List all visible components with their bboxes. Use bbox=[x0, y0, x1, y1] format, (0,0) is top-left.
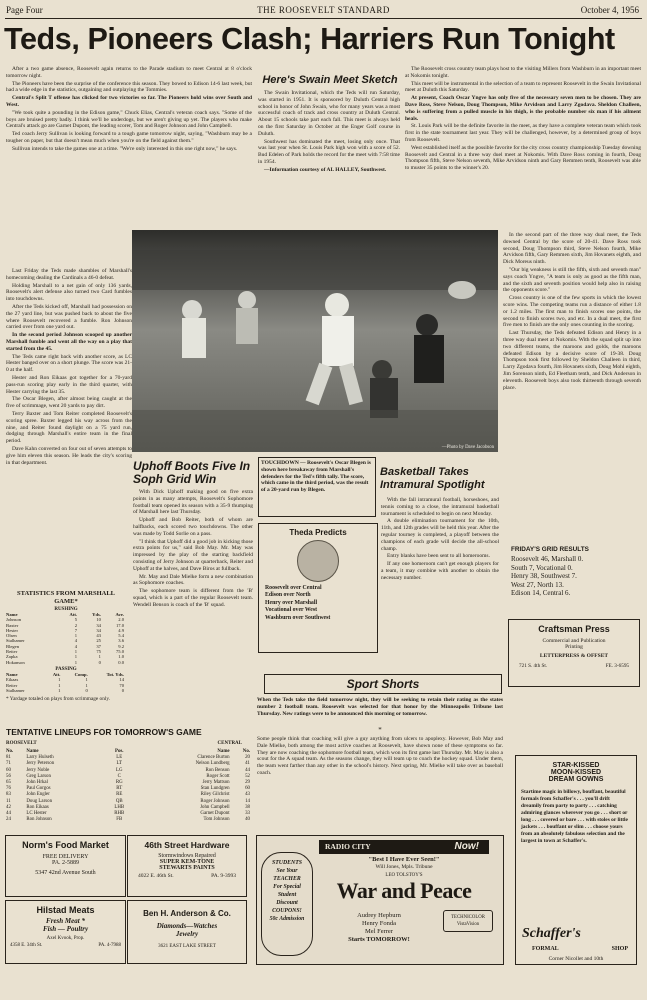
rushing-row: Hokanson 1 0 0.0 bbox=[6, 659, 124, 665]
rushing-row: Stalhamer 4 25 3.6 bbox=[6, 638, 124, 644]
paper-name: THE ROOSEVELT STANDARD bbox=[257, 5, 390, 15]
pick-4: Vocational over West bbox=[265, 607, 318, 614]
stats-note: * Yardage totaled on plays from scrimmage only. bbox=[6, 696, 110, 703]
lineup-row: 76 Paul Gorgos RT Stan Lundgren 60 bbox=[6, 786, 250, 792]
statistics-box: STATISTICS FROM MARSHALL GAME* RUSHING Name Att. Yds. Ave. Johnson 5 10 2.0 Baxter 2 34 17.0 Hester 7 34 4.9 Olsen 1 43 5.4 Stalhamer 4 25 3.6 Blegen 4 37 9.2 Reiter 1 75 75.0 Zapka 1 1 1.0 Hokanson 1 0 0.0 PASSING Name Att. Comp. Tot. Yds. Eikaas 1 1 14 Reiter 1 1 70 Stalhamer 1 0 0 * Yardage totaled on plays from scrimmage only. bbox=[6, 590, 124, 703]
harriers-story-top: The Roosevelt cross country team plays host to the visiting Millers from Washburn in an important meet at Nokomis tonight. This meet will be instrumental in the selection of a team to represent Roosevelt in the Swain Invitational meet at Duluth this Saturday. At present, Coach Oscar Yngve has only five of the necessary seven men to be chosen. They are Dave Ross, Steve Nelson, Doug Thompson, Mike Arvidson and Larry Zgodava. Sheldon Challeen, who is suffering from a pulled muscle in his thigh, is the probable number six man if his ailment heals. St. Louis Park will be the definite favorite in the meet, as they have a complete veteran team which took first in the state tournament last year. They will be challenged, however, by a determined group of boys from Roosevelt. West established itself as the possible favorite for the city cross country championship Tuesday downing Roosevelt and Central in a three way duel meet at Nokomis. With Dave Ross coming in fourth, Doug Thompson fifth, Steve Nelson seventh, Mike Arvidson ninth and Gary Remmen tenth, Roosevelt was able to muster 35 points to the winner's 20. bbox=[405, 66, 641, 172]
main-headline: Teds, Pioneers Clash; Harriers Run Tonight bbox=[4, 22, 615, 56]
passing-header-row: Name Att. Comp. Tot. Yds. bbox=[6, 671, 124, 677]
passing-row: Reiter 1 1 70 bbox=[6, 682, 124, 688]
issue-date: October 4, 1956 bbox=[580, 5, 639, 15]
lineup-row: 24 Ron Johnson FB Tom Johnson 40 bbox=[6, 817, 250, 823]
theda-portrait bbox=[297, 540, 339, 582]
lineup-row: 44 LC Hester RHB Garnet Dupont 33 bbox=[6, 811, 250, 817]
rushing-row: Blegen 4 37 9.2 bbox=[6, 643, 124, 649]
rushing-row: Reiter 1 75 75.0 bbox=[6, 649, 124, 655]
football-story-continued: Last Friday the Teds made shambles of Marshall's homecoming dealing the Cardinals a 46-0 defeat. Holding Marshall to a net gain of only 136 yards, Roosevelt's alert defense also turned two Card fumbles into touchdowns. After the Teds kicked off, Marshall had possession on the 27 yard line, but was pushed back to about the five where Roosevelt recovered a fumble. Ron Johnson carried over from one yard out. In the second period Johnson scooped up another Marshall fumble and went all the way on a play that started from the 45. The Teds came right back with another score, as LC Hester banged over on a short plunge. The score was 21-0 at the half. Hester and Ron Eikaas got together for a 70-yard pass-run scoring play early in the third quarter, with Hester carrying the last 35. The Oscar Blegen, after almost being caught at the five of scrimmage, went 20 yards to pay dirt. Terry Baxter and Tom Reiter completed Roosevelt's scoring spree. Baxter legged his way across from the nine, and Reiter found daylight on a 75 yard run, dodging through Marshall's entire team in the final period. Dave Kahn converted on four out of seven attempts to give him eleven this season. He leads the city's scoring in that department. bbox=[6, 268, 132, 466]
swain-story: The Swain Invitational, which the Teds will run Saturday, was started in 1951. It is sponsored by Duluth Central high school in honor of John Swain, who for many years was a most successful coach of track and cross country at Duluth Central. About 15 schools take part each fall. This meet is always held on the first Saturday in October at the Enger Golf course in Duluth. Southwest has dominated the meet, losing only once. That was last year when St. Louis Park high won with a score of 52. Bud Edelen of Park holds the record for the meet with 7:58 time in 1954. —Information courtesy of AL HALLEY, Southwest. bbox=[258, 90, 400, 173]
lineup-row: 11 Doug Larson QB Roger Johnson 14 bbox=[6, 798, 250, 804]
norms-food-market-ad: Norm's Food Market FREE DELIVERY PA. 2-5889 5347 42nd Avenue South bbox=[5, 835, 126, 897]
schaffers-ad: STAR-KISSED MOON-KISSED DREAM GOWNS Startime magic in billowy, bouffant, beautiful formals from Schaffer's . . . you'll drift dreamily from party to party . . . catching admiring glances wherever you go . . . short or long . . . covered or bare . . . with stoles or little jackets . . . bouffant or slim . . . choose yours from an absolutely fabulous selection and the largest in town at Schaffer's. Schaffer's FORMAL SHOP Corner Nicollet and 10th bbox=[515, 755, 637, 965]
rushing-table bbox=[6, 612, 124, 665]
lineup-row: 65 John Hrkal RG Jerry Mattson 29 bbox=[6, 780, 250, 786]
rushing-row: Baxter 2 34 17.0 bbox=[6, 622, 124, 628]
rushing-row: Olsen 1 43 5.4 bbox=[6, 633, 124, 639]
hilstad-meats-ad: Hilstad Meats Fresh Meat * Fish — Poultry Axel Kvook, Prop. 4358 E. 34th St. PA. 4-7988 bbox=[5, 900, 126, 964]
anderson-jewelry-ad: Ben H. Anderson & Co. Diamonds—Watches Jewelry 3621 EAST LAKE STREET bbox=[127, 900, 247, 964]
lineup-row: 83 John Engler RE Riley Gilchrist 43 bbox=[6, 792, 250, 798]
sport-shorts-body: Some people think that coaching will give a guy anything from ulcers to apoplexy. However, Bob May and Dale Mielke, both among the most active coaches at Roosevelt, have shown none of these symptoms so far. They are now coaching the sophomore football team, which won its first game last Thursday. Mr. May is also a scout for the A squad team. As the seasons change, they will team up to coach the hockey squad. Under them, the team went farther than any other in the school's history. Next spring, Mr. Mielke will take over as baseball coach. bbox=[257, 736, 503, 776]
lineups-title: TENTATIVE LINEUPS FOR TOMORROW'S GAME bbox=[6, 727, 202, 737]
sport-shorts-banner: Sport Shorts bbox=[264, 674, 502, 694]
student-coupon-badge: STUDENTS See Your TEACHER For Special Student Discount COUPONS! 50c Admission bbox=[261, 852, 313, 956]
rushing-row: Johnson 5 10 2.0 bbox=[6, 617, 124, 623]
movie-title: War and Peace bbox=[336, 878, 472, 903]
sport-shorts-lead: When the Teds take the field tomorrow night, they will be seeking to retain their rating as the states number 2 football team. Roosevelt was selected for that honor by the Minneapolis Tribune last Thursday. New ratings were to be announced this morning or tomorrow. bbox=[257, 697, 503, 717]
uphoff-title: Uphoff Boots Five In Soph Grid Win bbox=[133, 459, 251, 486]
passing-row: Stalhamer 1 0 0 bbox=[6, 687, 124, 693]
radio-city-ad: STUDENTS See Your TEACHER For Special Student Discount COUPONS! 50c Admission RADIO CITY Now! "Best I Have Ever Seen!" Will Jones, Mpls. Tribune LEO TOLSTOY'S War and Peace Audrey Hepburn Henry Fonda Mel Ferrer Starts TOMORROW! TECHNICOLOR VistaVision bbox=[256, 835, 504, 965]
intramural-title: Basketball Takes Intramural Spotlight bbox=[380, 466, 485, 491]
grid-results: FRIDAY'S GRID RESULTS Roosevelt 46, Marshall 0. South 7, Vocational 0. Henry 38, Southwest 7. West 27, North 13. Edison 14, Central 6. bbox=[511, 546, 589, 598]
page-number: Page Four bbox=[6, 5, 43, 15]
lineup-row: 60 Jerry Noble LG Ron Benson 44 bbox=[6, 767, 250, 773]
lineup-row: 71 Jerry Peterson LT Nelson Lundberg 41 bbox=[6, 761, 250, 767]
uphoff-story: With Dick Uphoff making good on five extra points in as many attempts, Roosevelt's Sophomore football team opened its season with a 35-9 thumping of Marshall here last Thursday. Uphoff and Bob Reiter, both of whom are halfbacks, each scored two touchdowns. The other was made by Todd Sorlie on a pass. "I think that Uphoff did a good job in kicking those extra points for us," said Bob May. Mr. May was impressed by the play of the starting backfield consisting of Jerry Johnson at quarterback, Reiter and Uphoff at the halves, and Dave Biros at fullback. Mr. May and Dale Mielke form a new combination as Sophomore coaches. The sophomore team is different from the 'B' squad, which is a part of the regular Roosevelt team. Wendell Benson is coach of the 'B' squad. bbox=[133, 489, 253, 608]
technicolor-badge: TECHNICOLOR VistaVision bbox=[443, 910, 493, 932]
lineup-row: 56 Greg Larson C Roger Scott 52 bbox=[6, 773, 250, 779]
theda-predicts-box: Theda Predicts Roosevelt over Central Edison over North Henry over Marshall Vocational over West Washburn over Southwest bbox=[258, 523, 378, 653]
schaffers-logo: Schaffer's bbox=[522, 926, 581, 941]
radio-city-banner: RADIO CITY Now! bbox=[319, 840, 489, 854]
rushing-row: Hester 7 34 4.9 bbox=[6, 627, 124, 633]
craftsman-press-ad: Craftsman Press Commercial and Publication Printing LETTERPRESS & OFFSET 721 S. 4th St. FE. 3-6595 bbox=[508, 619, 640, 687]
rushing-row: Zapka 1 1 1.0 bbox=[6, 654, 124, 660]
pick-5: Washburn over Southwest bbox=[265, 614, 331, 621]
swain-title: Here's Swain Meet Sketch bbox=[262, 74, 398, 86]
lineup-header-row: No. Name Pos. Name No. bbox=[6, 749, 250, 754]
hardware-ad: 46th Street Hardware Stormwindows Repaired SUPER KEM-TONE STEWARTS PAINTS 4022 E. 46th St. PA. 9-3993 bbox=[127, 835, 247, 897]
photo-credit: —Photo by Dave Jacobson bbox=[441, 445, 494, 450]
harriers-story-continued: In the second part of the three way dual meet, the Teds downed Central by the score of 20-41. Dave Ross took second, Doug Thompson third, Steve Nelson fourth, Mike Arvidson fifth, Gary Remmen sixth, Jim Hovanets eighth, and Dick Moreus ninth. "Our big weakness is still the fifth, sixth and seventh man" says coach Yngve, "A team is only as good as the fifth man, and the sixth and seventh position would help also in raising the opponents score." Cross country is one of the few sports in which the lowest score wins. The competing teams run a distance of either 1.8 or 1.2 miles. The first man to finish scores one points, the second to finish scores two, and etc. In a dual meet, the first five men to finish are the only ones counting in the scoring. Last Thursday, the Teds defeated Edison and Henry in a three way dual meet at Nokomis. With the squad split up into two different teams, the maroons and golds, the maroons defeated Edison by a decisive score of 19-38. Doug Thompson took first followed by Sheldon Challeen in third, Larry Zgodava fourth, Jim Hovanets sixth, Doug Mohl eighth, Jim Sorenson ninth, Ed Fleetham tenth, and Dick Anderson in eleventh. Roosevelt boys also took thirteenth through seventh place. bbox=[503, 232, 641, 391]
pick-1: Roosevelt over Central bbox=[265, 585, 322, 591]
touchdown-photo bbox=[132, 230, 498, 452]
lineup-row: 81 Larry Hulseth LE Clarence Burton 20 bbox=[6, 755, 250, 761]
lineup-row: 42 Ron Eikaas LHB John Campbell 38 bbox=[6, 804, 250, 810]
lineup-table bbox=[6, 749, 250, 823]
pick-3: Henry over Marshall bbox=[265, 599, 318, 606]
intramural-story: With the fall intramural football, horseshoes, and tennis coming to a close, the intramural basketball tournament is scheduled to begin on next Monday. A double elimination tournament for the 10th, 11th, and 12th grades will be held this year. After the regular tourney is completed, a playoff between the champions of each grade will decide the all-school champ. Entry blanks have been sent to all homerooms. If any one homeroom can't get enough players for a team, it may combine with another to obtain the necessary number. bbox=[381, 497, 499, 581]
football-story-top: After a two game absence, Roosevelt again returns to the Parade stadium to meet Central at 8 o'clock tomorrow night. The Pioneers have been the surprise of the conference this season. They bowed to Edison 14-6 last week, but had a wide edge in the statistics, outgaining and outplaying the Tommies. Central's Split T offense has clicked for two victories so far. The Pioneers hold wins over South and West. "We took quite a pounding in the Edison game," Chuck Elias, Central's veteran coach says. "Some of the boys are bruised pretty badly. I think we'll be underdogs, but we aren't giving up yet. The players who make Central's attack go are Garnet Dupont, the leading scorer, Tom and Roger Johnson and John Campbell. Ted coach Jerry Sullivan is looking forward to a tough game tomorrow night, saying, "Washburn may be a tougher on paper, but that doesn't mean much when you're on the field against them." Sullivan intends to take the games one at a time. "We're only interested in this one right now," he says. bbox=[6, 66, 252, 152]
rushing-header-row: Name Att. Yds. Ave. bbox=[6, 612, 124, 617]
photo-caption-box: TOUCHDOWN — Roosevelt's Oscar Blegen is shown here breakaway from Marshall's defenders for the Ted's fifth tally. The score, which came in the third period, was the result of a 20-yard run by Blegen. bbox=[258, 457, 376, 517]
passing-table bbox=[6, 672, 124, 693]
newspaper-page: Page Four THE ROOSEVELT STANDARD October 4, 1956 Teds, Pioneers Clash; Harriers Run Tonight After a two game absence, Roosevelt again returns to the Parade stadium to meet Central at 8 o'clock tomorrow night. The Pioneers have been the surprise of the conference this season. They bowed to Edison 14-6 last week, but had a wide edge in the statistics, outgaining and outplaying the Tommies. Central's Split T offense has clicked for two victories so far. The Pioneers hold wins over South and West. "We took quite a pounding in the Edison game," Chuck Elias, Central's veteran coach says. "Some of the boys are bruised pretty badly. I think we'll be underdogs, but we aren't giving up yet. The players who make Central's attack go are Garnet Dupont, the leading scorer, Tom and Roger Johnson and John Campbell. Ted coach Jerry Sullivan is looking forward to a tough game tomorrow night, saying, "Washburn may be a tougher on paper, but that doesn't mean much when you're on the field against them." Sullivan intends to take the games one at a time. "We're only interested in this one right now," he says. Last Friday the Teds made shambles of Marshall's homecoming dealing the Cardinals a 46-0 defeat. Holding Marshall to a net gain of only 136 yards, Roosevelt's alert defense also turned two Card fumbles into touchdowns. After the Teds kicked off, Marshall had possession on the 27 yard line, but was pushed back to about the five where Roosevelt recovered a fumble. Ron Johnson carried over from one yard out. In the second period Johnson scooped up another Marshall fumble and went all the way on a play that started from the 45. The Teds came right back with another score, as LC Hester banged over on a short plunge. The score was 21-0 at the half. Hester and Ron Eikaas got together for a 70-yard pass-run scoring play early in the third quarter, with Hester carrying the last 35. The Oscar Blegen, after almost being caught at the five of scrimmage, went 20 yards to pay dirt. Terry Baxter and Tom Reiter completed Roosevelt's scoring spree. Baxter legged his way across from the nine, and Reiter found daylight on a 75 yard run, dodging through Marshall's entire team in the final period. Dave Kahn converted on four out of seven attempts to give him eleven this season. He leads the city's scoring in that department. STATISTICS FROM MARSHALL GAME* RUSHING Name Att. Yds. Ave. Johnson 5 10 2.0 Baxter 2 34 17.0 Hester 7 34 4.9 Olsen 1 43 5.4 Stalhamer 4 25 3.6 Blegen 4 37 9.2 Reiter 1 75 75.0 Zapka 1 1 1.0 Hokanson 1 0 0.0 PASSING Name Att. Comp. Tot. Yds. Eikaas 1 1 14 Reiter 1 1 70 Stalhamer 1 0 0 * Yardage totaled on plays from scrimmage only. Here's Swain Meet Sketch The Swain Invitational, which the Teds will run Saturday, was started in 1951. It is sponsored by Duluth Central high school in honor of John Swain, who for many years was a most successful coach of track and cross country at Duluth Central. About 15 schools take part each fall. This meet is always held on the first Saturday in October at the Enger Golf course in Duluth. Southwest has dominated the meet, losing only once. That was last year when St. Louis Park high won with a score of 52. Bud Edelen of Park holds the record for the meet with 7:58 time in 1954. —Information courtesy of AL HALLEY, Southwest. The Roosevelt cross country team plays host to the visiting Millers from Washburn in an important meet at Nokomis tonight. This meet will be instrumental in the selection of a team to represent Roosevelt in the Swain Invitational meet at Duluth this Saturday. At present, Coach Oscar Yngve has only five of the necessary seven men to be chosen. They are Dave Ross, Steve Nelson, Doug Thompson, Mike Arvidson and Larry Zgodava. Sheldon Challeen, who is suffering from a pulled muscle in his thigh, is the probable number six man if his ailment heals. St. Louis Park will be the definite favorite in the meet, as they have a complete veteran team which took first in the state tournament last year. They will be challenged, however, by a determined group of boys from Roosevelt. West established itself as the possible favorite for the city cross country championship Tuesday downing Roosevelt and Central in a three way duel meet at Nokomis. With Dave Ross coming in fourth, Doug Thompson fifth, Steve Nelson seventh, Mike Arvidson ninth and Gary Remmen tenth, Roosevelt was able to muster 35 points to the winner's 20. In the second part of the three way dual meet, the Teds downed Central by the score of 20-41. Dave Ross took second, Doug Thompson third, Steve Nelson fourth, Mike Arvidson fifth, Gary Remmen sixth, Jim Hovanets eighth, and Dick Moreus ninth. "Our big weakness is still the fifth, sixth and seventh man" says coach Yngve, "A team is only as good as the fifth man, and the sixth and seventh position would help also in raising the opponents score." Cross country is one of the few sports in which the lowest score wins. The competing teams run a distance of either 1.8 or 1.2 miles. The first man to finish scores one points, the second to finish scores two, and etc. In a dual meet, the first five men to finish are the only ones counting in the scoring. Last Thursday, the Teds defeated Edison and Henry in a three way dual meet at Nokomis. With the squad split up into two different teams, the maroons and golds, the maroons defeated Edison by a decisive score of 19-38. Doug Thompson took first followed by Sheldon Challeen in third, Larry Zgodava fourth, Jim Hovanets sixth, Doug Mohl eighth, Jim Sorenson ninth, Ed Fleetham tenth, and Dick Anderson in eleventh. Roosevelt boys also took thirteenth through seventh place. —Photo by Dave Jacobson Uphoff Boots Five In Soph Grid Win With Dick Uphoff making good on five extra points in as many attempts, Roosevelt's Sophomore football team opened its season with a 35-9 thumping of Marshall here last Thursday. Uphoff and Bob Reiter, both of whom are halfbacks, each scored two touchdowns. The other was made by Todd Sorlie on a pass. "I think that Uphoff did a good job in kicking those extra points for us," said Bob May. Mr. May was impressed by the play of the starting backfield consisting of Jerry Johnson at quarterback, Reiter and Uphoff at the halves, and Dave Biros at fullback. Mr. May and Dale Mielke form a new combination as Sophomore coaches. The sophomore team is different from the 'B' squad, which is a part of the regular Roosevelt team. Wendell Benson is coach of the 'B' squad. TOUCHDOWN — Roosevelt's Oscar Blegen is shown here breakaway from Marshall's defenders for the Ted's fifth tally. The score, which came in the third period, was the result of a 20-yard run by Blegen. Theda Predicts Roosevelt over Central Edison over North Henry over Marshall Vocational over West Washburn over Southwest Basketball Takes Intramural Spotlight With the fall intramural football, horseshoes, and tennis coming to a close, the intramural basketball tournament is scheduled to begin on next Monday. A double elimination tournament for the 10th, 11th, and 12th grades will be held this year. After the regular tourney is completed, a playoff between the champions of each grade will decide the all-school champ. Entry blanks have been sent to all homerooms. If any one homeroom can't get enough players for a team, it may combine with another to obtain the necessary number. FRIDAY'S GRID RESULTS Roosevelt 46, Marshall 0. South 7, Vocational 0. Henry 38, Southwest 7. West 27, North 13. Edison 14, Central 6. Craftsman Press Commercial and Publication Printing LETTERPRESS & OFFSET 721 S. 4th St. FE. 3-6595 Sport Shorts When the Teds take the field tomorrow night, they will be seeking to retain their rating as the states number 2 football team. Roosevelt was selected for that honor by the Minneapolis Tribune last Thursday. New ratings were to be announced this morning or tomorrow. * Some people think that coaching will give a guy anything from ulcers to apoplexy. However, Bob May and Dale Mielke, both among the most active coaches at Roosevelt, have shown none of these symptoms so far. They are now coaching the sophomore football team, which won its first game last Thursday. Mr. May is also a scout for the A squad team. As the seasons change, they will team up to coach the hockey squad. Under them, the team went farther than any other in the school's history. Next spring, Mr. Mielke will take over as baseball coach. TENTATIVE LINEUPS FOR TOMORROW'S GAME ROOSEVELT CENTRAL No. Name Pos. Name No. 81 Larry Hulseth LE Clarence Burton 20 71 Jerry Peterson LT Nelson Lundberg 41 60 Jerry Noble LG Ron Benson 44 56 Greg Larson C Roger Scott 52 65 John Hrkal RG Jerry Mattson 29 76 Paul Gorgos RT Stan Lundgren 60 83 John Engler RE Riley Gilchrist 43 11 Doug Larson QB Roger Johnson 14 42 Ron Eikaas LHB John Campbell 38 44 LC Hester RHB Garnet Dupont 33 24 Ron Johnson FB Tom Johnson 40 Norm's Food Market FREE DELIVERY PA. 2-5889 5347 42nd Avenue South 46th Street Hardware Stormwindows Repaired SUPER KEM-TONE STEWARTS PAINTS 4022 E. 46th St. PA. 9-3993 Hilstad Meats Fresh Meat * Fish — Poultry Axel Kvook, Prop. 4358 E. 34th St. PA. 4-7988 Ben H. Anderson & Co. Diamonds—Watches Jewelry 3621 EAST LAKE STREET STUDENTS See Your TEACHER For Special Student Discount COUPONS! 50c Admission RADIO CITY Now! "Best I Have Ever Seen!" Will Jones, Mpls. Tribune LEO TOLSTOY'S War and Peace Audrey Hepburn Henry Fonda Mel Ferrer Starts TOMORROW! TECHNICOLOR VistaVision STAR-KISSED MOON-KISSED DREAM GOWNS Startime magic in billowy, bouffant, beautiful formals from Schaffer's . . . you'll drift dreamily from party to party . . . catching admiring glances wherever you go . . . short or long . . . covered or bare . . . with stoles or little jackets . . . bouffant or slim . . . choose yours from an absolutely fabulous selection and the largest in town at Schaffer's. Schaffer's FORMAL SHOP Corner Nicollet and 10th bbox=[0, 0, 647, 1000]
passing-row: Eikaas 1 1 14 bbox=[6, 677, 124, 683]
pick-2: Edison over North bbox=[265, 592, 311, 599]
